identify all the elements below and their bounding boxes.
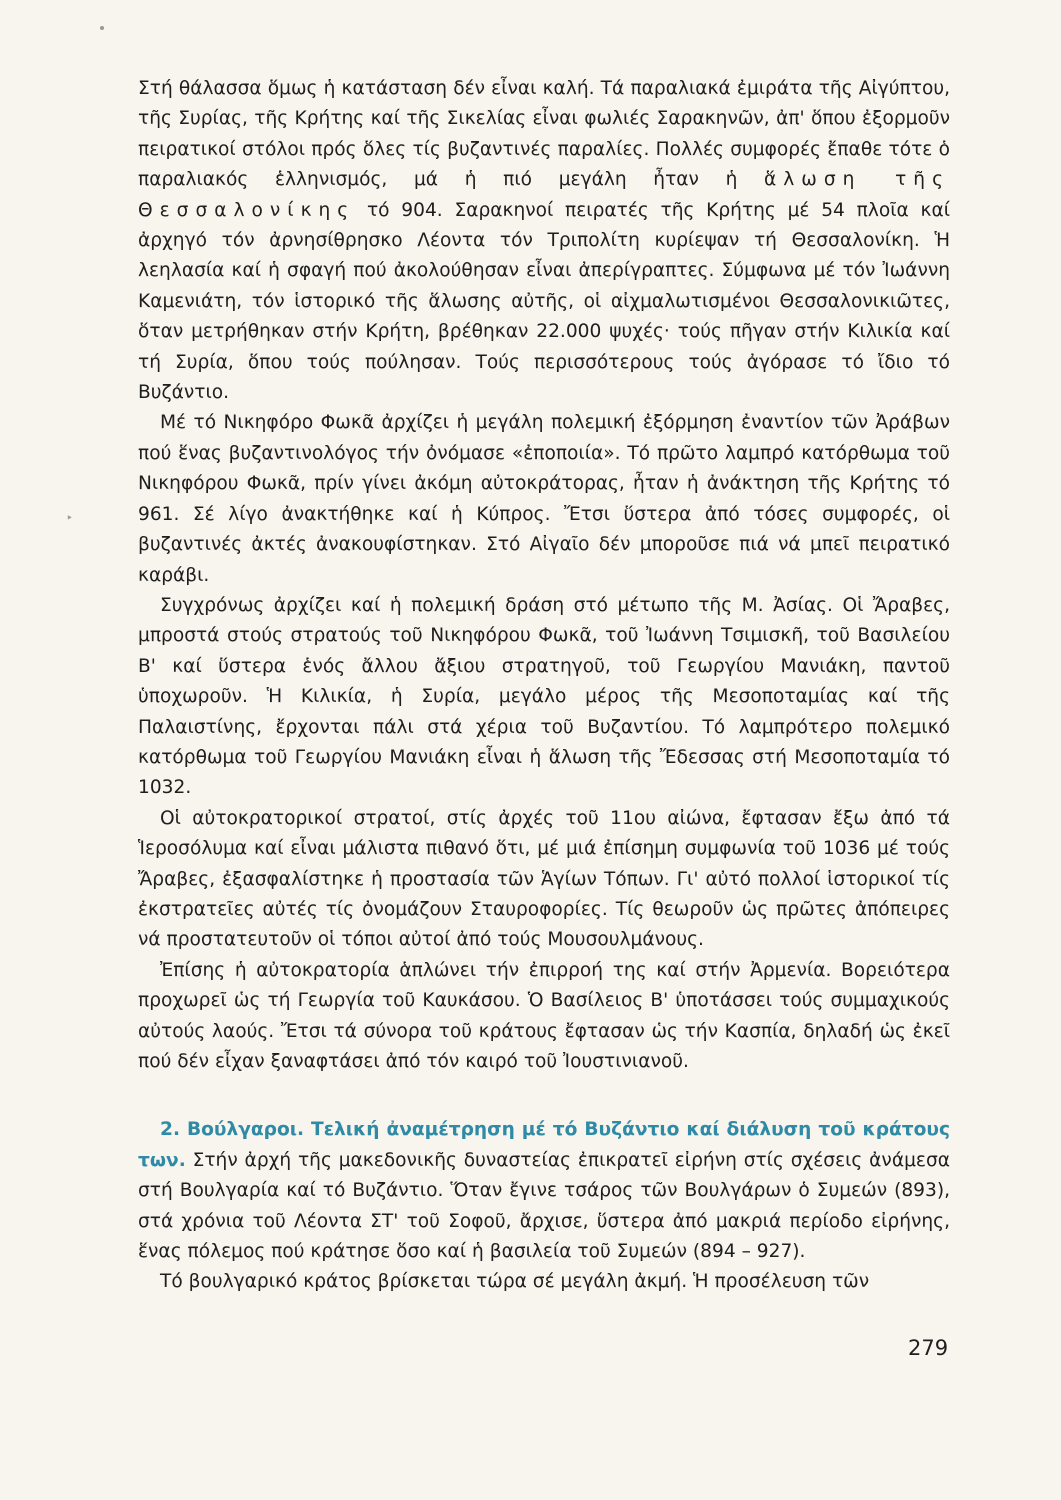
paragraph-4: Οἱ αὐτοκρατορικοί στρατοί, στίς ἀρχές τοῦ 11ου αἰώνα, ἔφτασαν ἔξω ἀπό τά Ἱεροσόλυμα καί εἶναι μάλιστα πιθανό ὅτι, μέ μιά ἐπίσημη συμφωνία τοῦ 1036 μέ τούς Ἄραβες, ἐξασφαλίστηκε ἡ προστασία τῶν Ἁγίων Τόπων. Γι' αὐτό πολλοί ἱστορικοί τίς ἐκστρατεῖες αὐτές τίς ὀνομάζουν Σταυροφορίες. Τίς θεωροῦν ὡς πρῶτες ἀπόπειρες νά προστατευτοῦν οἱ τόποι αὐτοί ἀπό τούς Μουσουλμάνους. — [138, 807, 950, 951]
section-paragraph-2: Τό βουλγαρικό κράτος βρίσκεται τώρα σέ μεγάλη ἀκμή. Ἡ προσέλευση τῶν — [160, 1271, 870, 1293]
emphasized-phrase: ἅλωση τῆς Θεσσαλονίκης — [138, 169, 950, 221]
scan-speck — [100, 26, 104, 30]
section-paragraph-1 — [138, 1115, 950, 1267]
margin-mark: ‣ — [66, 511, 74, 525]
page-number: 279 — [908, 1336, 949, 1360]
paragraph-5: Ἐπίσης ἡ αὐτοκρατορία ἁπλώνει τήν ἐπιρροή της καί στήν Ἀρμενία. Βορειότερα προχωρεῖ ὡς τή Γεωργία τοῦ Καυκάσου. Ὁ Βασίλειος Β' ὑποτάσσει τούς συμμαχικούς αὐτούς λαούς. Ἔτσι τά σύνορα τοῦ κράτους ἔφτασαν ὡς τήν Κασπία, δηλαδή ὡς ἐκεῖ πού δέν εἶχαν ξαναφτάσει ἀπό τόν καιρό τοῦ Ἰουστινιανοῦ. — [138, 959, 950, 1072]
paragraph-1-text: Στή θάλασσα ὅμως ἡ κατάσταση δέν εἶναι καλή. Τά παραλιακά ἐμιράτα τῆς Αἰγύπτου, τῆς Συρίας, τῆς Κρήτης καί τῆς Σικελίας εἶναι φωλιές Σαρακηνῶν, ἀπ' ὅπου ἐξορμοῦν πειρατικοί στόλοι πρός ὅλες τίς βυζαντινές παραλίες. Πολλές συμφορές ἔπαθε τότε ὁ παραλιακός ἑλληνισμός, μά ἡ πιό μεγάλη ἦταν ἡ — [138, 78, 950, 191]
page-body — [138, 74, 950, 1298]
section-bulgarians — [138, 1115, 950, 1297]
section-heading: 2. Βούλγαροι. Τελική ἀναμέτρηση μέ τό Βυζάντιο καί διάλυση τοῦ κράτους των. — [138, 1119, 950, 1171]
section-paragraph-1-text: Στήν ἀρχή τῆς μακεδονικῆς δυναστείας ἐπικρατεῖ εἰρήνη στίς σχέσεις ἀνάμεσα στή Βουλγαρία καί τό Βυζάντιο. Ὅταν ἔγινε τσάρος τῶν Βουλγάρων ὁ Συμεών (893), στά χρόνια τοῦ Λέοντα ΣΤ' τοῦ Σοφοῦ, ἄρχισε, ὕστερα ἀπό μακριά περίοδο εἰρήνης, ἕνας πόλεμος πού κράτησε ὅσο καί ἡ βασιλεία τοῦ Συμεών (894 – 927). — [138, 1149, 950, 1263]
paragraph-2: Μέ τό Νικηφόρο Φωκᾶ ἀρχίζει ἡ μεγάλη πολεμική ἐξόρμηση ἐναντίον τῶν Ἀράβων πού ἕνας βυζαντινολόγος τήν ὀνόμασε «ἐποποιία». Τό πρῶτο λαμπρό κατόρθωμα τοῦ Νικηφόρου Φωκᾶ, πρίν γίνει ἀκόμη αὐτοκράτορας, ἦταν ἡ ἀνάκτηση τῆς Κρήτης τό 961. Σέ λίγο ἀνακτήθηκε καί ἡ Κύπρος. Ἔτσι ὕστερα ἀπό τόσες συμφορές, οἱ βυζαντινές ἀκτές ἀνακουφίστηκαν. Στό Αἰγαῖο δέν μποροῦσε πιά νά μπεῖ πειρατικό καράβι. — [138, 412, 950, 586]
paragraph-1 — [138, 74, 950, 408]
paragraph-3: Συγχρόνως ἀρχίζει καί ἡ πολεμική δράση στό μέτωπο τῆς Μ. Ἀσίας. Οἱ Ἄραβες, μπροστά στούς στρατούς τοῦ Νικηφόρου Φωκᾶ, τοῦ Ἰωάννη Τσιμισκῆ, τοῦ Βασιλείου Β' καί ὕστερα ἑνός ἄλλου ἄξιου στρατηγοῦ, τοῦ Γεωργίου Μανιάκη, παντοῦ ὑποχωροῦν. Ἡ Κιλικία, ἡ Συρία, μεγάλο μέρος τῆς Μεσοποταμίας καί τῆς Παλαιστίνης, ἔρχονται πάλι στά χέρια τοῦ Βυζαντίου. Τό λαμπρότερο πολεμικό κατόρθωμα τοῦ Γεωργίου Μανιάκη εἶναι ἡ ἅλωση τῆς Ἔδεσσας στή Μεσοποταμία τό 1032. — [138, 594, 950, 799]
paragraph-1-continuation: τό 904. Σαρακηνοί πειρατές τῆς Κρήτης μέ 54 πλοῖα καί ἀρχηγό τόν ἀρνησίθρησκο Λέοντα τόν Τριπολίτη κυρίεψαν τή Θεσσαλονίκη. Ἡ λεηλασία καί ἡ σφαγή πού ἀκολούθησαν εἶναι ἀπερίγραπτες. Σύμφωνα μέ τόν Ἰωάννη Καμενιάτη, τόν ἱστορικό τῆς ἅλωσης αὐτῆς, οἱ αἰχμαλωτισμένοι Θεσσαλονικιῶτες, ὅταν μετρήθηκαν στήν Κρήτη, βρέθηκαν 22.000 ψυχές· τούς πῆγαν στήν Κιλικία καί τή Συρία, ὅπου τούς πούλησαν. Τούς περισσότερους τούς ἀγόρασε τό ἴδιο τό Βυζάντιο. — [138, 199, 950, 404]
